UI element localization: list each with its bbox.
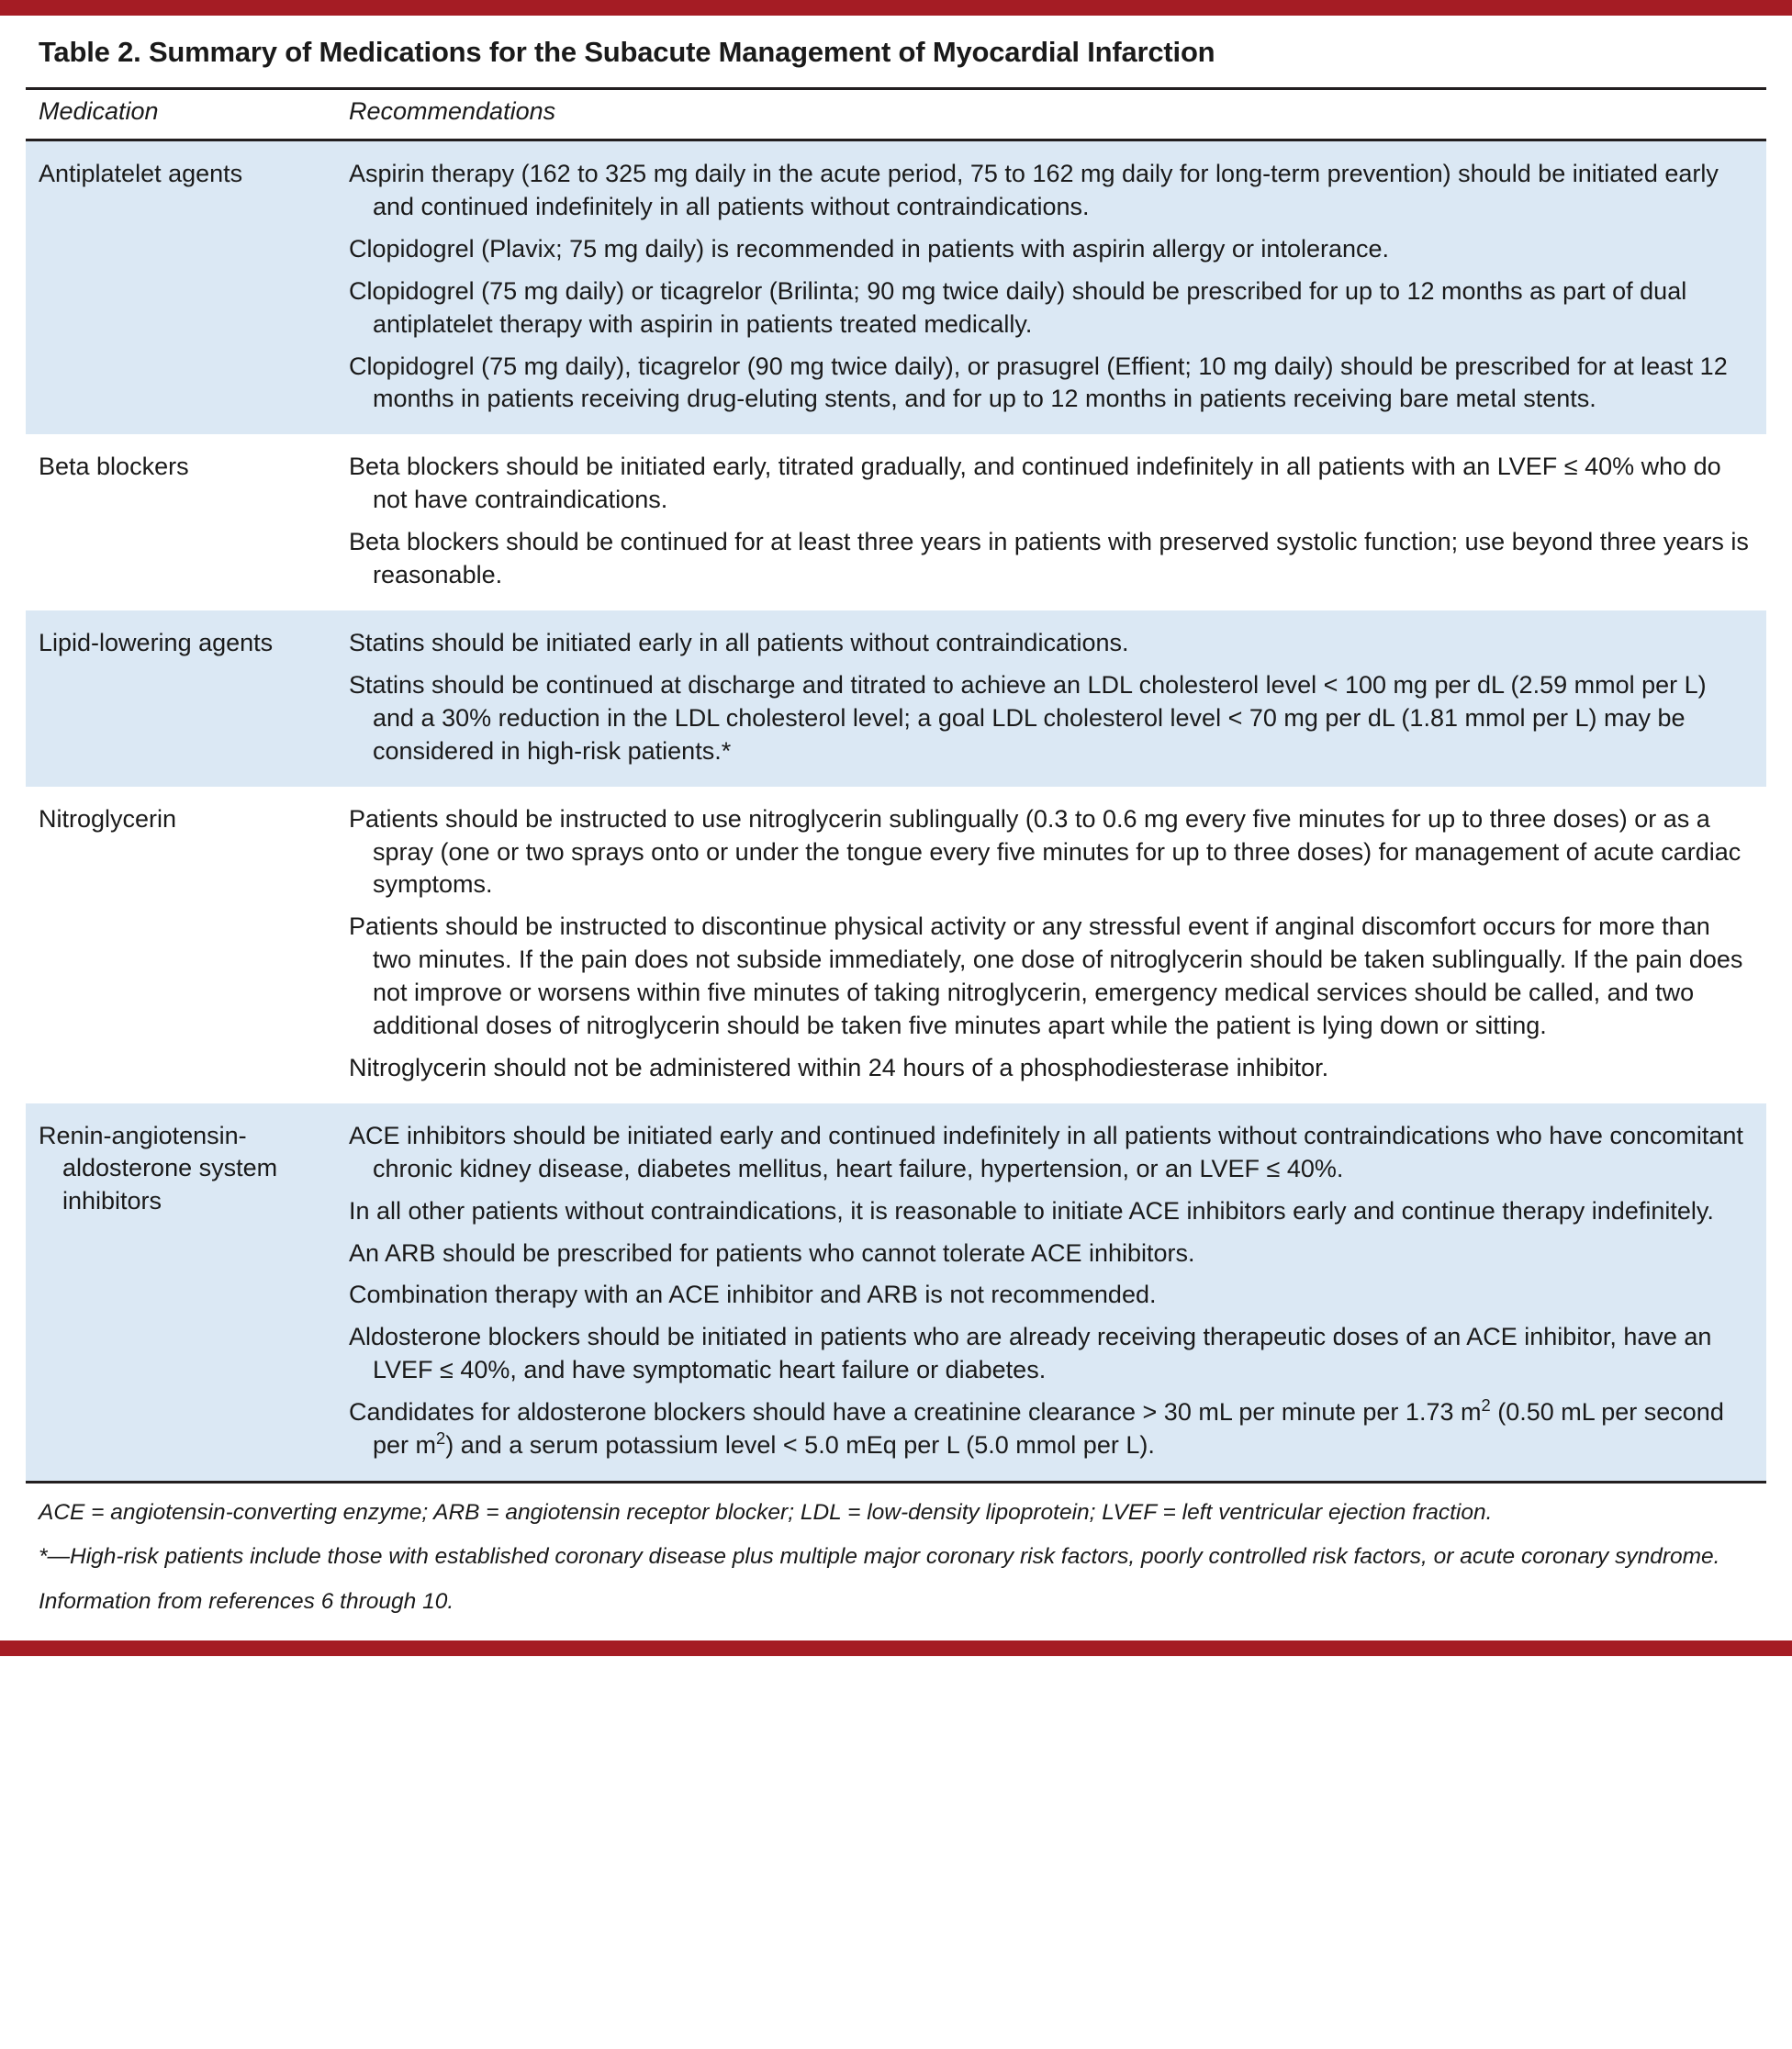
table-row (26, 1103, 1766, 1481)
table-body (26, 140, 1766, 1482)
top-accent-rule (0, 0, 1792, 16)
cell-medication (26, 610, 329, 787)
medication-label: Renin-angiotensin-aldosterone system inhibitors (39, 1121, 278, 1215)
cell-recommendations (329, 787, 1766, 1103)
recommendation-item: Clopidogrel (75 mg daily), ticagrelor (90 mg twice daily), or prasugrel (Effient; 10 mg daily) should be prescribed for at least 12 months in patients receiving drug-eluting stents, and for up to 12 months in patients receiving bare metal stents. (349, 352, 1728, 413)
cell-recommendations (329, 1103, 1766, 1481)
footnote: *—High-risk patients include those with established coronary disease plus multiple major coronary risk factors, poorly controlled risk factors, or acute coronary syndrome. (39, 1544, 1720, 1570)
recommendation-item: An ARB should be prescribed for patients who cannot tolerate ACE inhibitors. (349, 1238, 1195, 1267)
recommendation-item: Beta blockers should be continued for at least three years in patients with preserved systolic function; use beyond three years is reasonable. (349, 528, 1749, 589)
recommendation-item: Candidates for aldosterone blockers should have a creatinine clearance > 30 mL per minute per 1.73 $m^2$ (0.50 mL per second per $m^2$) and a serum potassium level < 5.0 mEq per L (5.0 mmol per L). (349, 1395, 1724, 1460)
medication-label: Antiplatelet agents (39, 160, 243, 187)
recommendation-item: Beta blockers should be initiated early, titrated gradually, and continued indefinitely in all patients with an LVEF ≤ 40% who do not have contraindications. (349, 453, 1721, 514)
recommendation-item: Statins should be continued at discharge and titrated to achieve an LDL cholesterol level < 100 mg per dL (2.59 mmol per L) and a 30% reduction in the LDL cholesterol level; a goal LDL cholesterol level < 70 mg per dL (1.81 mmol per L) may be considered in high-risk patients.* (349, 670, 1707, 765)
medication-label: Nitroglycerin (39, 804, 177, 833)
column-header-medication: Medication (26, 89, 329, 140)
recommendation-item: Aspirin therapy (162 to 325 mg daily in the acute period, 75 to 162 mg daily for long-term prevention) should be initiated early and continued indefinitely in all patients without contraindications. (349, 160, 1719, 220)
medication-label: Lipid-lowering agents (39, 628, 274, 656)
recommendation-item: Statins should be initiated early in all patients without contraindications. (349, 628, 1129, 656)
table-footnotes (26, 1481, 1766, 1631)
medications-table (26, 87, 1766, 1481)
table-header-row (26, 89, 1766, 140)
recommendation-item: Aldosterone blockers should be initiated in patients who are already receiving therapeutic doses of an ACE inhibitor, have an LVEF ≤ 40%, and have symptomatic heart failure or diabetes. (349, 1323, 1712, 1384)
recommendation-item: Clopidogrel (75 mg daily) or ticagrelor (Brilinta; 90 mg twice daily) should be prescribed for up to 12 months as part of dual antiplatelet therapy with aspirin in patients treated medically. (349, 276, 1687, 338)
table-row (26, 787, 1766, 1103)
recommendation-item: Patients should be instructed to use nitroglycerin sublingually (0.3 to 0.6 mg every five minutes for up to three doses) or as a spray (one or two sprays onto or under the tongue every five minutes for up to three doses) for management of acute cardiac symptoms. (349, 804, 1742, 899)
page-title: Table 2. Summary of Medications for the Subacute Management of Myocardial Infarction (39, 36, 1215, 68)
recommendation-item: Nitroglycerin should not be administered within 24 hours of a phosphodiesterase inhibitor. (349, 1053, 1329, 1081)
cell-recommendations (329, 434, 1766, 610)
recommendation-item: ACE inhibitors should be initiated early and continued indefinitely in all patients without contraindications who have concomitant chronic kidney disease, diabetes mellitus, heart failure, hypertension, or an LVEF ≤ 40%. (349, 1121, 1743, 1182)
cell-recommendations (329, 140, 1766, 435)
cell-medication (26, 787, 329, 1103)
footnote: Information from references 6 through 10. (39, 1588, 454, 1614)
column-header-recommendations: Recommendations (329, 89, 1766, 140)
recommendation-item: Clopidogrel (Plavix; 75 mg daily) is recommended in patients with aspirin allergy or intolerance. (349, 234, 1390, 263)
table-container (0, 16, 1792, 1631)
bottom-accent-rule (0, 1640, 1792, 1656)
table-row (26, 140, 1766, 435)
cell-recommendations (329, 610, 1766, 787)
cell-medication (26, 1103, 329, 1481)
medication-label: Beta blockers (39, 453, 189, 481)
cell-medication (26, 140, 329, 435)
footnote: ACE = angiotensin-converting enzyme; ARB = angiotensin receptor blocker; LDL = low-density lipoprotein; LVEF = left ventricular ejection fraction. (39, 1500, 1493, 1525)
table-row (26, 610, 1766, 787)
recommendation-item: Combination therapy with an ACE inhibitor and ARB is not recommended. (349, 1281, 1157, 1309)
recommendation-item: In all other patients without contraindications, it is reasonable to initiate ACE inhibitors early and continue therapy indefinitely. (349, 1196, 1714, 1225)
recommendation-item: Patients should be instructed to discontinue physical activity or any stressful event if anginal discomfort occurs for more than two minutes. If the pain does not subside immediately, one dose of nitroglycerin should be taken sublingually. If the pain does not improve or worsens within five minutes of taking nitroglycerin, emergency medical services should be called, and two additional doses of nitroglycerin should be taken five minutes apart while the patient is lying down or sitting. (349, 913, 1743, 1040)
table-row (26, 434, 1766, 610)
cell-medication (26, 434, 329, 610)
